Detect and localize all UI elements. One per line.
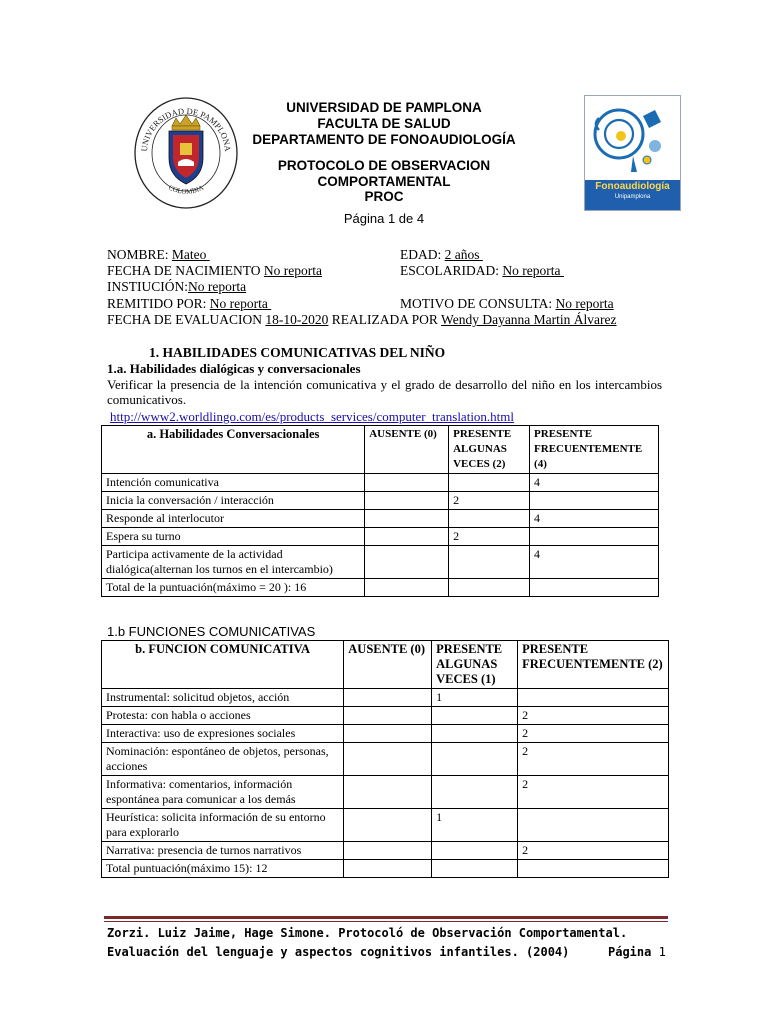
logo-sub: Unipamplona	[614, 194, 651, 200]
header-skill: a. Habilidades Conversacionales	[102, 426, 365, 474]
school-label: ESCOLARIDAD:	[400, 263, 500, 278]
header-absent: AUSENTE (0)	[344, 641, 432, 689]
sometimes-cell	[432, 707, 518, 725]
function-cell: Heurística: solicita información de su entorno para explorarlo	[102, 809, 344, 842]
seal-text-bottom: COLOMBIA	[167, 183, 205, 196]
table-total-row	[102, 579, 659, 597]
section-title: 1. HABILIDADES COMUNICATIVAS DEL NIÑO	[149, 345, 446, 360]
function-cell: Instrumental: solicitud objetos, acción	[102, 689, 344, 707]
frequent-cell	[530, 528, 659, 546]
frequent-cell	[530, 492, 659, 510]
frequent-cell: 2	[518, 725, 669, 743]
absent-cell	[344, 725, 432, 743]
function-cell: Interactiva: uso de expresiones sociales	[102, 725, 344, 743]
table-row	[102, 689, 669, 707]
sometimes-cell	[432, 743, 518, 776]
name-row	[107, 247, 210, 263]
institution-row	[107, 279, 246, 295]
footer-rule-thin	[104, 921, 668, 922]
referred-row	[107, 296, 271, 312]
reason-value: No reporta	[555, 296, 614, 311]
total-cell: Total de la puntuación(máximo = 20 ): 16	[102, 579, 365, 597]
absent-cell	[344, 809, 432, 842]
table-row	[102, 474, 659, 492]
table-row	[102, 510, 659, 528]
function-cell: Nominación: espontáneo de objetos, personas, acciones	[102, 743, 344, 776]
page-indicator: Página 1 de 4	[343, 211, 425, 226]
absent-cell	[344, 743, 432, 776]
referred-label: REMITIDO POR:	[107, 296, 207, 311]
header-sometimes: PRESENTE ALGUNAS VECES (2)	[449, 426, 530, 474]
header-absent: AUSENTE (0)	[365, 426, 449, 474]
sometimes-cell	[449, 510, 530, 528]
skill-cell: Responde al interlocutor	[102, 510, 365, 528]
school-value: No reporta	[502, 263, 561, 278]
sometimes-cell	[432, 725, 518, 743]
sometimes-cell	[432, 860, 518, 878]
absent-cell	[344, 689, 432, 707]
age-row	[400, 247, 483, 263]
footer-page-number: 1	[658, 945, 666, 959]
absent-cell	[344, 707, 432, 725]
faculty-name: FACULTA DE SALUD	[317, 116, 451, 131]
table-row	[102, 725, 669, 743]
department-name: DEPARTAMENTO DE FONOAUDIOLOGÍA	[252, 132, 516, 147]
done-by-value: Wendy Dayanna Martin Álvarez	[441, 312, 617, 327]
skill-cell: Espera su turno	[102, 528, 365, 546]
footer-page	[608, 945, 666, 959]
frequent-cell	[518, 809, 669, 842]
absent-cell	[365, 510, 449, 528]
reference-link[interactable]: http://www2.worldlingo.com/es/products_services/computer_translation.html	[110, 409, 515, 424]
eval-label: FECHA DE EVALUACION	[107, 312, 263, 327]
absent-cell	[365, 528, 449, 546]
sometimes-cell	[432, 776, 518, 809]
frequent-cell: 4	[530, 474, 659, 492]
absent-cell	[365, 579, 449, 597]
function-cell: Informativa: comentarios, información espontánea para comunicar a los demás	[102, 776, 344, 809]
protocol-title-line1: PROTOCOLO DE OBSERVACION	[277, 158, 491, 173]
sometimes-cell: 2	[449, 492, 530, 510]
absent-cell	[365, 546, 449, 579]
institution-label: INSTIUCIÓN:	[107, 279, 188, 294]
referred-value: No reporta	[209, 296, 268, 311]
done-by-label: REALIZADA POR	[331, 312, 438, 327]
age-label: EDAD:	[400, 247, 442, 262]
communicative-functions-table	[101, 640, 669, 878]
sometimes-cell: 1	[432, 809, 518, 842]
absent-cell	[344, 842, 432, 860]
conversational-skills-table	[101, 425, 659, 597]
university-name: UNIVERSIDAD DE PAMPLONA	[286, 100, 482, 115]
absent-cell	[365, 474, 449, 492]
frequent-cell: 2	[518, 776, 669, 809]
section-1b-title: 1.b FUNCIONES COMUNICATIVAS	[107, 624, 316, 639]
table-header-row	[102, 641, 669, 689]
name-value: Mateo	[171, 247, 207, 262]
frequent-cell: 2	[518, 842, 669, 860]
footer-citation-line2: Evaluación del lenguaje y aspectos cognitivos infantiles. (2004)	[107, 945, 570, 959]
protocol-title-line2: COMPORTAMENTAL	[317, 174, 451, 189]
header-sometimes: PRESENTE ALGUNAS VECES (1)	[432, 641, 518, 689]
function-cell: Protesta: con habla o acciones	[102, 707, 344, 725]
reason-row	[400, 296, 614, 312]
frequent-cell	[518, 689, 669, 707]
reason-label: MOTIVO DE CONSULTA:	[400, 296, 553, 311]
skill-cell: Participa activamente de la actividad dialógica(alternan los turnos en el intercambio)	[102, 546, 365, 579]
header-frequent: PRESENTE FRECUENTEMENTE (4)	[530, 426, 659, 474]
name-label: NOMBRE:	[107, 247, 169, 262]
sometimes-cell	[432, 842, 518, 860]
frequent-cell	[518, 860, 669, 878]
total-cell: Total puntuación(máximo 15): 12	[102, 860, 344, 878]
absent-cell	[344, 860, 432, 878]
birth-value: No reporta	[263, 263, 322, 278]
section-subtitle: 1.a. Habilidades dialógicas y conversacionales	[107, 361, 361, 376]
frequent-cell: 4	[530, 510, 659, 528]
table-row	[102, 707, 669, 725]
header-frequent: PRESENTE FRECUENTEMENTE (2)	[518, 641, 669, 689]
skill-cell: Intención comunicativa	[102, 474, 365, 492]
table-header-row	[102, 426, 659, 474]
table-row	[102, 743, 669, 776]
evaluation-row	[107, 312, 617, 328]
sometimes-cell	[449, 579, 530, 597]
section-description: Verificar la presencia de la intención comunicativa y el grado de desarrollo del niño en los intercambios comunicativos.	[107, 377, 662, 407]
sometimes-cell	[449, 546, 530, 579]
frequent-cell: 4	[530, 546, 659, 579]
table-row	[102, 809, 669, 842]
frequent-cell: 2	[518, 707, 669, 725]
table-total-row	[102, 860, 669, 878]
frequent-cell: 2	[518, 743, 669, 776]
seal-text-top: UNIVERSIDAD DE PAMPLONA	[138, 105, 234, 152]
school-row	[400, 263, 564, 279]
sometimes-cell: 1	[432, 689, 518, 707]
table-row	[102, 528, 659, 546]
table-row	[102, 492, 659, 510]
protocol-code: PROC	[364, 189, 404, 204]
absent-cell	[344, 776, 432, 809]
skill-cell: Inicia la conversación / interacción	[102, 492, 365, 510]
birth-row	[107, 263, 322, 279]
footer-rule	[104, 916, 668, 919]
footer-citation-line1: Zorzi. Luiz Jaime, Hage Simone. Protocoló de Observación Comportamental.	[107, 926, 628, 940]
table-row	[102, 842, 669, 860]
sometimes-cell	[449, 474, 530, 492]
header-function: b. FUNCION COMUNICATIVA	[102, 641, 344, 689]
function-cell: Narrativa: presencia de turnos narrativos	[102, 842, 344, 860]
absent-cell	[365, 492, 449, 510]
frequent-cell	[530, 579, 659, 597]
age-value: 2 años	[444, 247, 480, 262]
logo-label: Fonoaudiología	[595, 181, 670, 192]
table-row	[102, 776, 669, 809]
table-row	[102, 546, 659, 579]
birth-label: FECHA DE NACIMIENTO	[107, 263, 261, 278]
eval-value: 18-10-2020	[265, 312, 329, 327]
sometimes-cell: 2	[449, 528, 530, 546]
institution-value: No reporta	[188, 279, 247, 294]
footer-page-label: Página	[608, 945, 652, 959]
